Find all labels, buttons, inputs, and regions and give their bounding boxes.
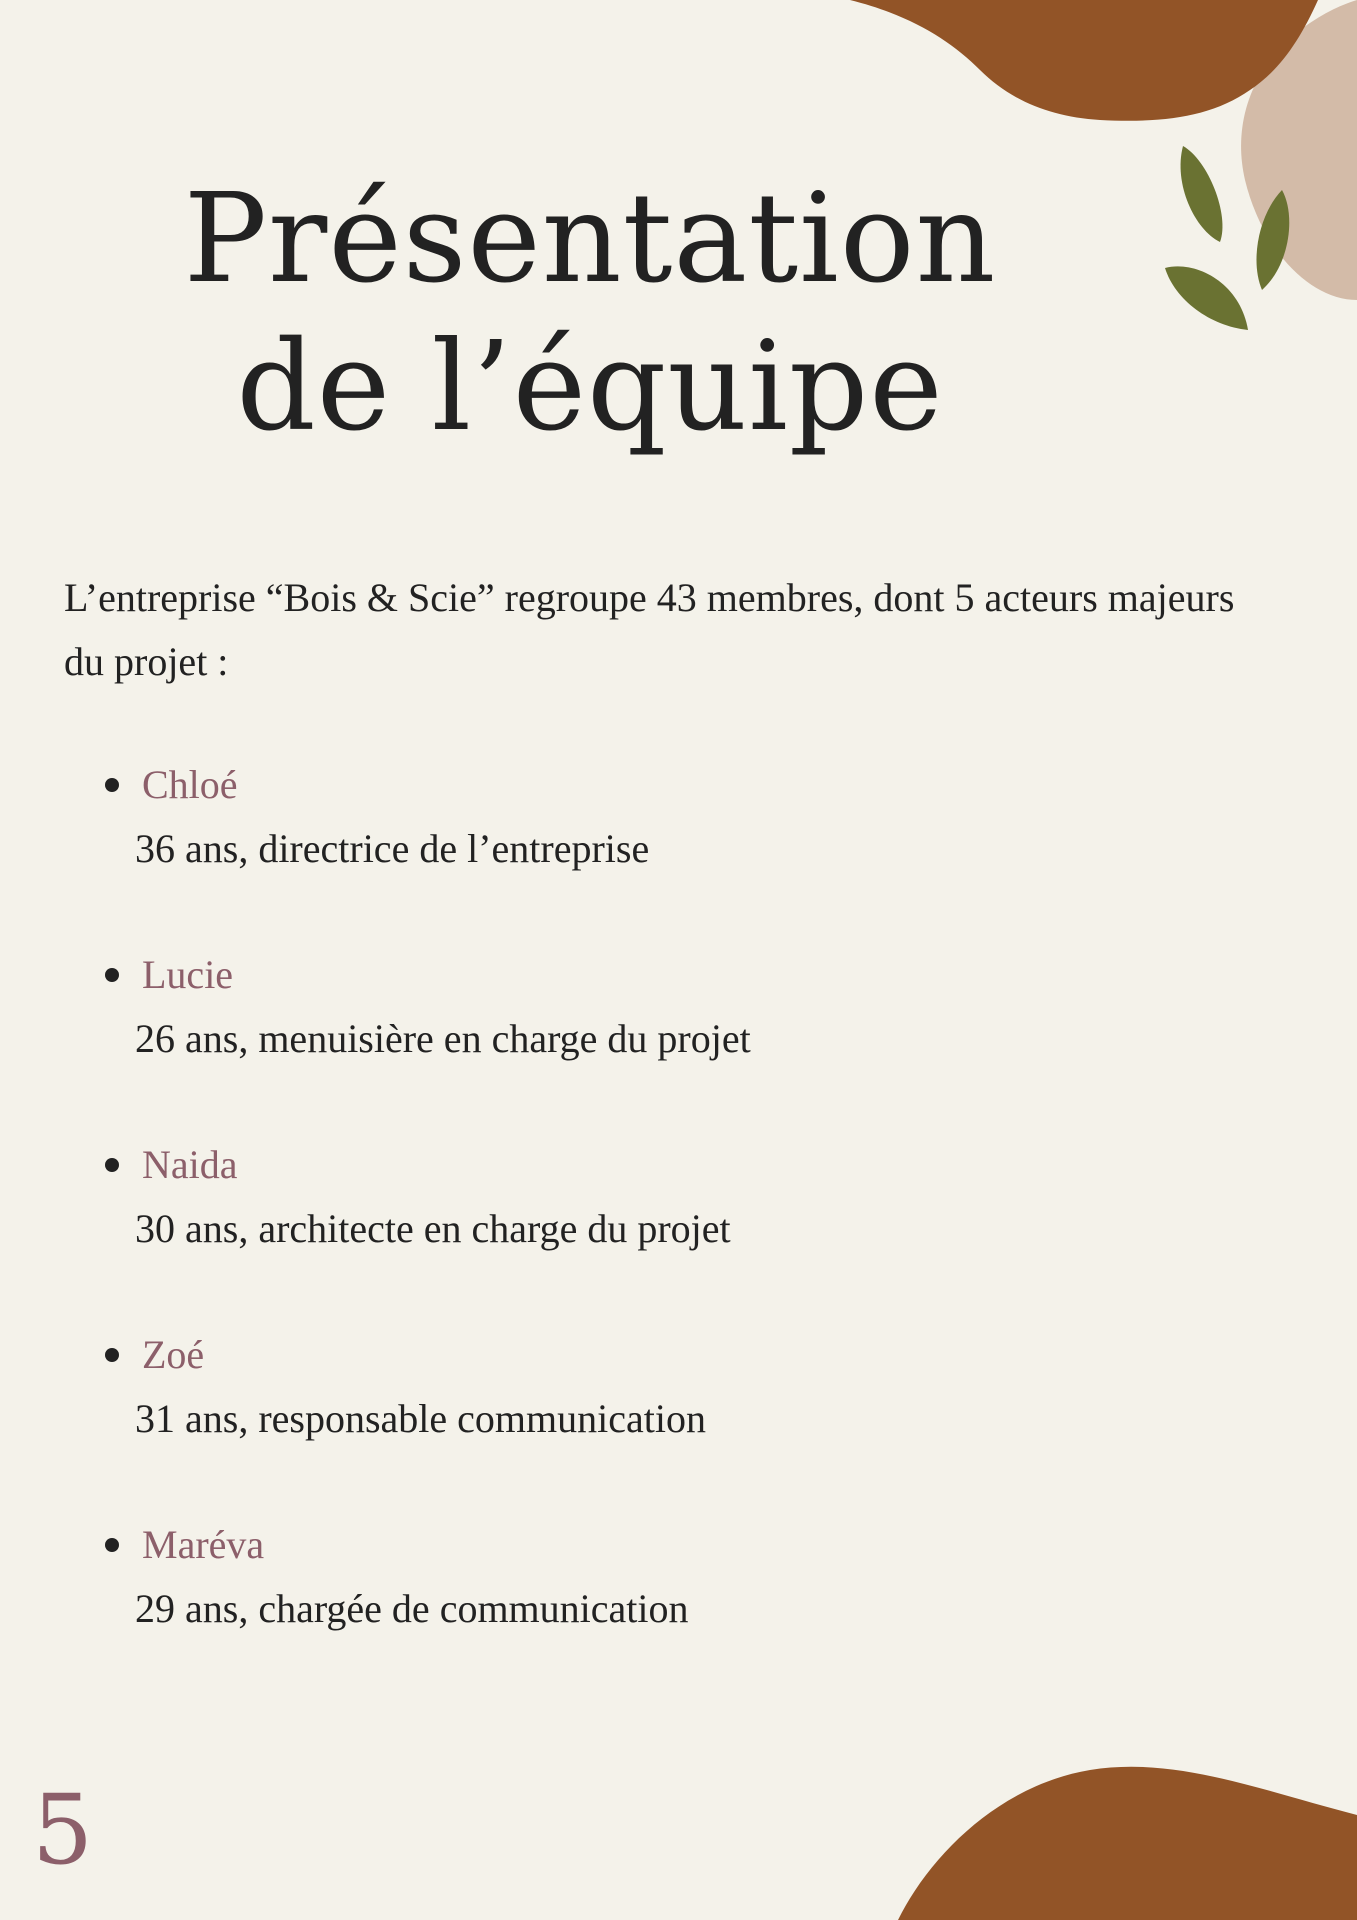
page-title (140, 165, 1040, 461)
bullet-icon (105, 1348, 119, 1362)
member-description: 30 ans, architecte en charge du projet (135, 1206, 731, 1251)
member-name: Lucie (142, 952, 234, 997)
member-description: 26 ans, menuisière en charge du projet (135, 1016, 751, 1061)
team-member-item (95, 1325, 1195, 1515)
page-number: 5 (32, 1774, 94, 1886)
bottom-brown-blob (898, 1767, 1357, 1920)
team-member-item (95, 945, 1195, 1135)
member-description: 36 ans, directrice de l’entreprise (135, 826, 650, 871)
team-member-item (95, 755, 1195, 945)
member-name: Chloé (142, 762, 238, 807)
bullet-icon (105, 1158, 119, 1172)
member-name: Zoé (142, 1332, 205, 1377)
member-name: Naida (142, 1142, 238, 1187)
member-description: 31 ans, responsable communication (135, 1396, 706, 1441)
leaf-icon (1165, 266, 1248, 330)
leaf-icon (1181, 146, 1223, 242)
member-name: Maréva (142, 1522, 265, 1567)
top-brown-blob (850, 0, 1318, 121)
team-member-item (95, 1515, 1195, 1705)
page-title-line-2: de l’équipe (236, 315, 944, 459)
team-member-item (95, 1135, 1195, 1325)
intro-paragraph: L’entreprise “Bois & Scie” regroupe 43 membres, dont 5 acteurs majeurs du projet : (64, 575, 1235, 684)
bullet-icon (105, 1538, 119, 1552)
team-member-list (95, 755, 1195, 1705)
bullet-icon (105, 968, 119, 982)
page-title-line-1: Présentation (183, 167, 997, 311)
member-description: 29 ans, chargée de communication (135, 1586, 689, 1631)
bullet-icon (105, 778, 119, 792)
